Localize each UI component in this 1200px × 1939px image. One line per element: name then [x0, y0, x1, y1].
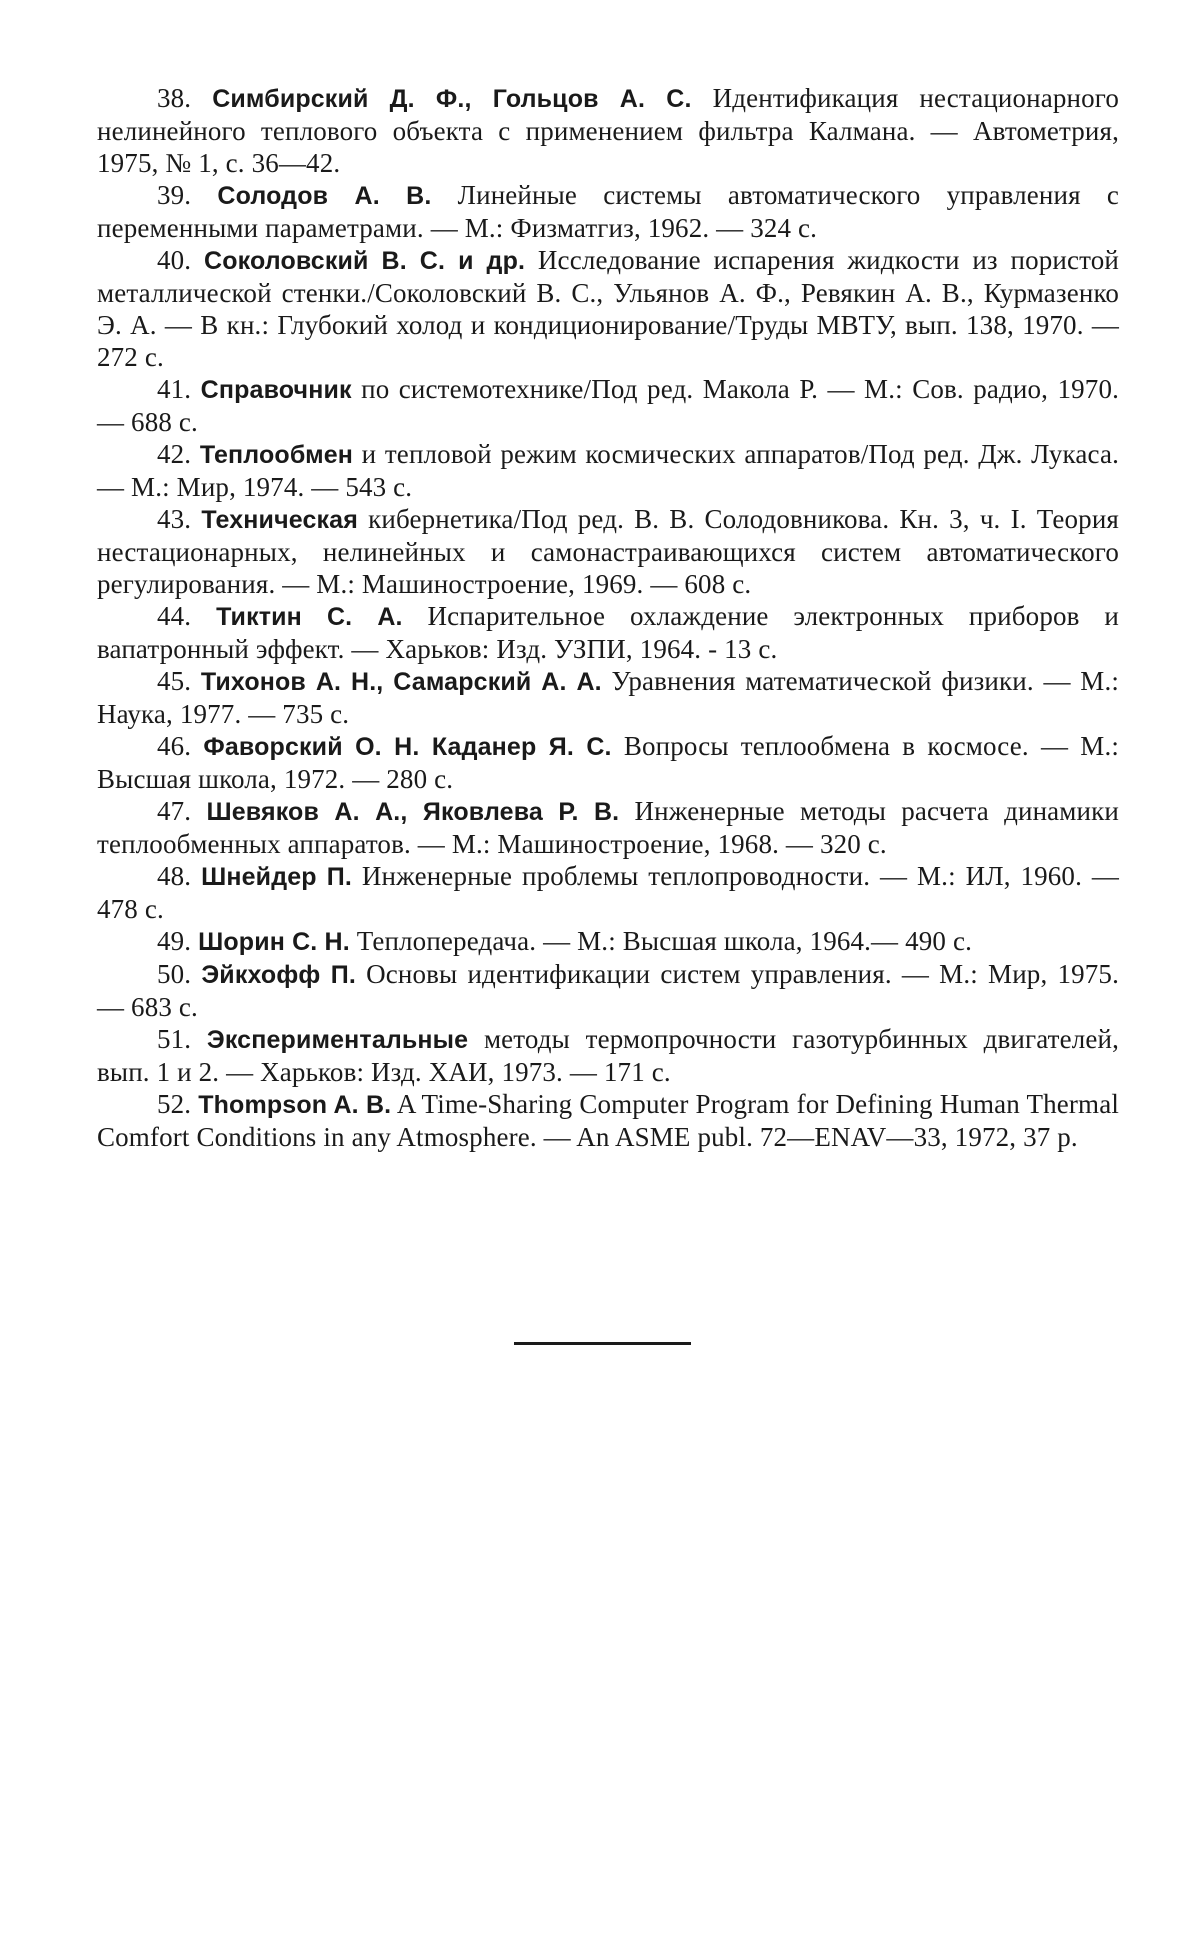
reference-number: 39. [157, 180, 192, 210]
reference-item [97, 373, 1119, 438]
reference-number: 40. [157, 245, 192, 275]
reference-number: 52. [157, 1089, 192, 1119]
reference-author: Теплообмен [199, 441, 354, 469]
reference-number: 47. [157, 796, 192, 826]
reference-author: Справочник [200, 376, 352, 404]
reference-text: и тепловой режим космических аппаратов/Под ред. Дж. Лукаса. — М.: Мир, 1974. — 543 с. [97, 439, 1119, 502]
reference-number: 44. [157, 601, 192, 631]
reference-number: 45. [157, 666, 192, 696]
reference-number: 49. [157, 926, 192, 956]
reference-author: Экспериментальные [206, 1026, 469, 1054]
reference-item [97, 665, 1119, 730]
reference-author: Фаворский О. Н. Каданер Я. С. [203, 733, 612, 761]
reference-text: Уравнения математической физики. — М.: Наука, 1977. — 735 с. [97, 666, 1120, 729]
reference-text: Теплопередача. — М.: Высшая школа, 1964.— 490 с. [356, 926, 972, 956]
reference-number: 48. [157, 861, 192, 891]
reference-text: Основы идентификации систем управления. — М.: Мир, 1975. — 683 с. [97, 959, 1119, 1022]
reference-text: Испарительное охлаждение электронных приборов и вапатронный эффект. — Харьков: Изд. УЗПИ, 1964. - 13 с. [97, 601, 1119, 664]
end-divider-rule [514, 1342, 691, 1345]
reference-text: методы термопрочности газотурбинных двигателей, вып. 1 и 2. — Харьков: Изд. ХАИ, 1973. — 171 с. [97, 1024, 1119, 1087]
reference-item [97, 1088, 1119, 1153]
reference-number: 38. [157, 83, 192, 113]
reference-item [97, 1023, 1119, 1088]
reference-author: Тиктин С. А. [216, 603, 403, 631]
reference-number: 43. [157, 504, 192, 534]
reference-author: Тихонов А. Н., Самарский А. А. [200, 668, 602, 696]
reference-author: Техническая [201, 506, 358, 534]
reference-number: 42. [157, 439, 192, 469]
reference-text: Линейные системы автоматического управления с переменными параметрами. — М.: Физматгиз, 1962. — 324 с. [97, 180, 1119, 243]
reference-author: Шевяков А. А., Яковлева Р. В. [206, 798, 620, 826]
reference-author: Шорин С. Н. [198, 928, 350, 956]
reference-text: A Time-Sharing Computer Program for Defining Human Thermal Comfort Conditions in any Atmosphere. — An ASME publ. 72—ENAV—33, 1972, 37 p. [97, 1089, 1119, 1152]
reference-item [97, 730, 1119, 795]
reference-text: Исследование испарения жидкости из пористой металлической стенки./Соколовский В. С., Ульянов А. Ф., Ревякин А. В., Курмазенко Э. А. — В кн.: Глубокий холод и кондиционирование/Труды МВТУ, вып. 138, 1970. — 272 с. [97, 245, 1120, 372]
reference-item [97, 82, 1119, 179]
reference-list [97, 82, 1119, 1153]
reference-author: Симбирский Д. Ф., Гольцов А. С. [212, 85, 692, 113]
reference-number: 51. [157, 1024, 192, 1054]
reference-item [97, 925, 1119, 958]
reference-text: Инженерные методы расчета динамики теплообменных аппаратов. — М.: Машиностроение, 1968. — 320 с. [97, 796, 1120, 859]
reference-item [97, 958, 1119, 1023]
reference-author: Эйкхофф П. [201, 961, 356, 989]
reference-number: 41. [157, 374, 192, 404]
reference-number: 50. [157, 959, 192, 989]
reference-text: Вопросы теплообмена в космосе. — М.: Высшая школа, 1972. — 280 с. [97, 731, 1119, 794]
reference-text: Инженерные проблемы теплопроводности. — М.: ИЛ, 1960. — 478 с. [97, 861, 1120, 924]
reference-item [97, 503, 1119, 600]
reference-author: Соколовский В. С. и др. [204, 247, 526, 275]
reference-author: Солодов А. В. [217, 182, 432, 210]
reference-item [97, 244, 1119, 373]
reference-item [97, 860, 1119, 925]
reference-text: Идентификация нестационарного нелинейного теплового объекта с применением фильтра Калмана. — Автометрия, 1975, № 1, с. 36—42. [97, 83, 1120, 178]
reference-author: Шнейдер П. [201, 863, 352, 891]
reference-item [97, 438, 1119, 503]
reference-number: 46. [157, 731, 192, 761]
reference-author: Thompson A. B. [198, 1091, 392, 1119]
reference-text: по системотехнике/Под ред. Макола Р. — М.: Сов. радио, 1970. — 688 с. [97, 374, 1119, 437]
reference-text: кибернетика/Под ред. В. В. Солодовникова. Кн. 3, ч. I. Теория нестационарных, нелинейных и самонастраивающихся систем автоматического регулирования. — М.: Машиностроение, 1969. — 608 с. [97, 504, 1119, 599]
reference-item [97, 795, 1119, 860]
reference-item [97, 600, 1119, 665]
reference-item [97, 179, 1119, 244]
